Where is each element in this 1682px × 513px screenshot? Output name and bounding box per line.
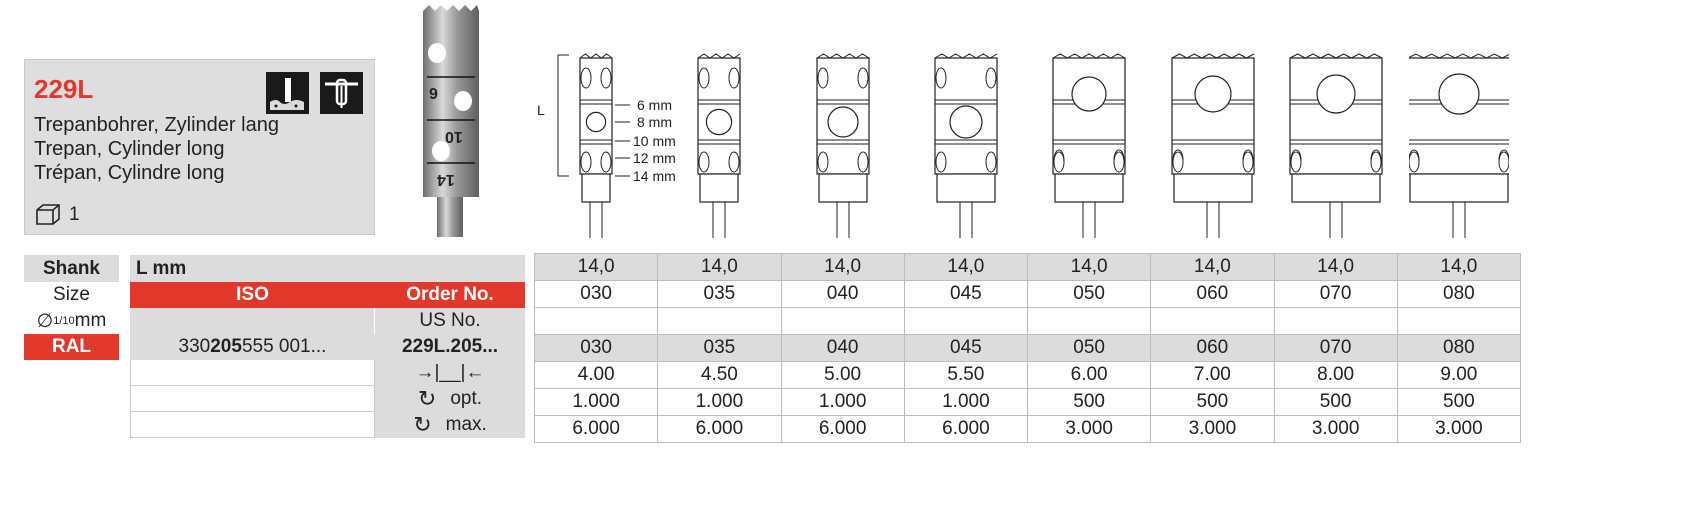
- drill-drawing: [793, 44, 893, 238]
- table-row: [535, 254, 1521, 281]
- table-cell: 8.00: [1274, 362, 1397, 389]
- table-cell: 080: [1397, 335, 1520, 362]
- table-cell: 14,0: [904, 254, 1027, 281]
- table-cell: [781, 308, 904, 335]
- drill-mark-6: 6: [429, 84, 438, 101]
- table-cell: 030: [535, 335, 658, 362]
- table-cell: 14,0: [658, 254, 781, 281]
- table-cell: 14,0: [535, 254, 658, 281]
- table-cell: [1028, 308, 1151, 335]
- drill-in-bone-icon: [320, 72, 363, 114]
- drill-mark-10: 10: [445, 128, 463, 145]
- table-cell: 3.000: [1151, 416, 1274, 443]
- table-cell: 030: [535, 281, 658, 308]
- table-cell: 500: [1028, 389, 1151, 416]
- drill-drawing: [669, 44, 769, 238]
- drill-drawing: [1409, 44, 1509, 238]
- product-code: 229L: [34, 74, 94, 104]
- table-cell: 045: [904, 281, 1027, 308]
- table-cell: 5.50: [904, 362, 1027, 389]
- table-row: [535, 308, 1521, 335]
- table-cell: 3.000: [1397, 416, 1520, 443]
- size-label: Size: [53, 284, 90, 305]
- mark-8mm: 8 mm: [637, 114, 672, 130]
- drill-mark-14: 14: [437, 171, 455, 188]
- table-cell: 070: [1274, 281, 1397, 308]
- table-cell: 035: [658, 281, 781, 308]
- drill-drawing: [1039, 44, 1139, 238]
- ral-label: RAL: [24, 334, 119, 360]
- length-label: L: [537, 102, 545, 118]
- table-cell: 14,0: [1028, 254, 1151, 281]
- drill-photo: [415, 5, 487, 237]
- table-cell: 6.00: [1028, 362, 1151, 389]
- table-cell: 040: [781, 281, 904, 308]
- table-cell: 050: [1028, 281, 1151, 308]
- table-cell: 1.000: [658, 389, 781, 416]
- iso-number: 330 205 555 001...: [130, 334, 375, 360]
- table-cell: 1.000: [781, 389, 904, 416]
- table-cell: 14,0: [1397, 254, 1520, 281]
- l-mm-label: L mm: [130, 255, 525, 282]
- order-no-header: Order No.: [375, 282, 525, 308]
- drill-drawing: [916, 44, 1016, 238]
- table-cell: 3.000: [1274, 416, 1397, 443]
- table-cell: 045: [904, 335, 1027, 362]
- table-cell: 070: [1274, 335, 1397, 362]
- table-cell: [1274, 308, 1397, 335]
- package-box-icon: [35, 203, 61, 225]
- table-row: [535, 416, 1521, 443]
- us-no-label: US No.: [375, 308, 525, 334]
- table-cell: 6.000: [904, 416, 1027, 443]
- table-cell: 14,0: [1274, 254, 1397, 281]
- table-cell: [658, 308, 781, 335]
- empty-cell-2: [130, 386, 375, 412]
- table-cell: 6.000: [781, 416, 904, 443]
- product-name-en: Trepan, Cylinder long: [34, 138, 225, 160]
- table-cell: 040: [781, 335, 904, 362]
- table-cell: 6.000: [535, 416, 658, 443]
- size-table: [534, 253, 1521, 443]
- rotation-icon: ↻: [413, 412, 432, 437]
- table-cell: 9.00: [1397, 362, 1520, 389]
- bone-cut-icon: [266, 72, 309, 114]
- table-cell: 060: [1151, 335, 1274, 362]
- table-row: [535, 281, 1521, 308]
- table-cell: 050: [1028, 335, 1151, 362]
- table-cell: 500: [1151, 389, 1274, 416]
- table-cell: 500: [1397, 389, 1520, 416]
- table-cell: 500: [1274, 389, 1397, 416]
- table-cell: 4.00: [535, 362, 658, 389]
- table-cell: 035: [658, 335, 781, 362]
- empty-cell-3: [130, 412, 375, 438]
- product-name-fr: Trépan, Cylindre long: [34, 162, 225, 184]
- drill-drawing: [1286, 44, 1386, 238]
- mark-6mm: 6 mm: [637, 97, 672, 113]
- table-cell: 060: [1151, 281, 1274, 308]
- table-cell: [1151, 308, 1274, 335]
- pack-quantity: 1: [69, 204, 80, 225]
- iso-header: ISO: [130, 282, 375, 308]
- order-number: 229L.205...: [375, 334, 525, 360]
- diameter-unit-label: ∅ 1 /10 mm: [36, 310, 107, 332]
- mark-12mm: 12 mm: [633, 150, 676, 166]
- table-cell: 6.000: [658, 416, 781, 443]
- mark-14mm: 14 mm: [633, 168, 676, 184]
- table-cell: 1.000: [535, 389, 658, 416]
- table-cell: 1.000: [904, 389, 1027, 416]
- drill-drawing: [1163, 44, 1263, 238]
- table-cell: 14,0: [781, 254, 904, 281]
- mark-10mm: 10 mm: [633, 133, 676, 149]
- table-cell: [1397, 308, 1520, 335]
- product-name-de: Trepanbohrer, Zylinder lang: [34, 114, 279, 136]
- table-cell: 5.00: [781, 362, 904, 389]
- drill-drawing: [546, 44, 646, 238]
- rotation-icon: ↻: [417, 386, 437, 411]
- table-cell: 14,0: [1151, 254, 1274, 281]
- speed-opt-cell: ↻ opt.: [375, 386, 525, 412]
- empty-cell-1: [130, 360, 375, 386]
- iso-subheader-empty: [130, 308, 375, 334]
- table-row: [535, 389, 1521, 416]
- table-cell: 4.50: [658, 362, 781, 389]
- table-cell: [904, 308, 1027, 335]
- product-info-panel: [24, 59, 375, 235]
- shank-label: Shank: [24, 255, 119, 282]
- table-cell: 3.000: [1028, 416, 1151, 443]
- table-row: [535, 362, 1521, 389]
- table-cell: 080: [1397, 281, 1520, 308]
- speed-max-cell: ↻ max.: [375, 412, 525, 438]
- working-length-symbol: →|__|←: [375, 360, 525, 386]
- table-cell: 7.00: [1151, 362, 1274, 389]
- table-cell: [535, 308, 658, 335]
- table-row: [535, 335, 1521, 362]
